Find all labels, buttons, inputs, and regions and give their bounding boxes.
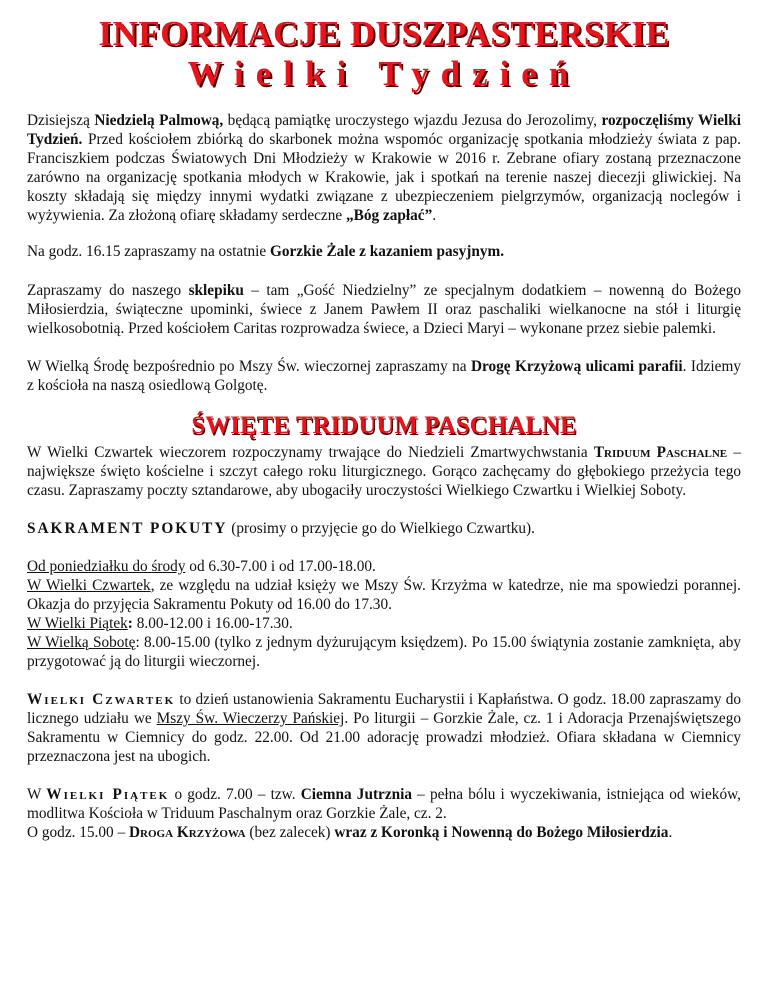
- good-friday-block: [27, 785, 741, 842]
- good-friday-paragraph: W Wielki Piątek o godz. 7.00 – tzw. Ciemna Jutrznia – pełna bólu i wyczekiwania, istniejąca od wieków, modlitwa Kościoła w Triduum Paschalnym oraz Gorzkie Żale, cz. 2.: [27, 786, 741, 822]
- confession-schedule: [27, 557, 741, 671]
- page-title: INFORMACJE DUSZPASTERSKIE: [98, 14, 670, 53]
- holy-thursday-paragraph: Wielki Czwartek to dzień ustanowienia Sakramentu Eucharystii i Kapłaństwa. O godz. 18.00 zapraszamy do licznego udziału we Mszy Św. Wieczerzy Pańskiej. Po liturgii – Gorzkie Żale, cz. 1 i Adoracja Przenajświętszego Sakramentu w Ciemnicy do godz. 22.00. Od 21.00 adorację prowadzi młodzież. Ofiara składana w Ciemnicy przeznaczona jest na ubogich.: [27, 691, 742, 765]
- confession-weekdays: Od poniedziałku do środy od 6.30-7.00 i od 17.00-18.00.: [27, 558, 376, 575]
- page-subtitle: Wielki Tydzień: [187, 54, 581, 93]
- good-friday-afternoon: O godz. 15.00 – Droga Krzyżowa (bez zalecek) wraz z Koronką i Nowenną do Bożego Miłosierdzia.: [27, 824, 673, 841]
- confession-heading: SAKRAMENT POKUTY: [27, 520, 228, 537]
- triduum-heading: ŚWIĘTE TRIDUUM PASCHALNE: [191, 412, 577, 439]
- confession-heading-line: SAKRAMENT POKUTY (prosimy o przyjęcie go do Wielkiego Czwartku).: [27, 520, 535, 537]
- confession-thursday: W Wielki Czwartek, ze względu na udział księży we Mszy Św. Krzyżma w katedrze, nie ma spowiedzi porannej. Okazja do przyjęcia Sakramentu Pokuty od 16.00 do 17.30.: [27, 577, 741, 613]
- way-of-cross-paragraph: W Wielką Środę bezpośrednio po Mszy Św. wieczornej zapraszamy na Drogę Krzyżową ulicami parafii. Idziemy z kościoła na naszą osiedlową Golgotę.: [27, 358, 741, 394]
- gorzkie-zale-paragraph: Na godz. 16.15 zapraszamy na ostatnie Gorzkie Żale z kazaniem pasyjnym.: [27, 243, 505, 260]
- confession-friday: W Wielki Piątek: 8.00-12.00 i 16.00-17.30.: [27, 615, 293, 632]
- shop-paragraph: Zapraszamy do naszego sklepiku – tam „Gość Niedzielny” ze specjalnym dodatkiem – nowenną do Bożego Miłosierdzia, świąteczne upominki, świece z Janem Pawłem II oraz paschaliki wielkanocne na stół i liturgię wielkosobotnią. Przed kościołem Caritas rozprowadza świece, a Dzieci Maryi – wykonane przez siebie palemki.: [27, 282, 741, 337]
- palm-sunday-paragraph: Dzisiejszą Niedzielą Palmową, będącą pamiątkę uroczystego wjazdu Jezusa do Jerozolimy, rozpoczęliśmy Wielki Tydzień. Przed kościołem zbiórką do skarbonek można wspomóc organizację spotkania młodzieży świata z pap. Franciszkiem podczas Światowych Dni Młodzieży w Krakowie w 2016 r. Zebrane ofiary zostaną przeznaczone zarówno na organizację spotkania młodych w Krakowie, jak i spotkań na terenie naszej diecezji gliwickiej. Na koszty składają się między innymi wydatki związane z ubezpieczeniem pielgrzymów, organizacją noclegów i wyżywienia. Za złożoną ofiarę składamy serdeczne „Bóg zapłać”.: [27, 112, 741, 224]
- triduum-paragraph: W Wielki Czwartek wieczorem rozpoczynamy trwające do Niedzieli Zmartwychwstania Triduum Paschalne – największe święto kościelne i szczyt całego roku liturgicznego. Gorąco zachęcamy do głębokiego przeżycia tego czasu. Zapraszamy poczty sztandarowe, aby ubogaciły uroczystości Wielkiego Czwartku i Wielkiej Soboty.: [27, 444, 741, 499]
- confession-saturday: W Wielką Sobotę: 8.00-15.00 (tylko z jednym dyżurującym księdzem). Po 15.00 świątynia zostanie zamknięta, aby przygotować ją do liturgii wieczornej.: [27, 634, 741, 670]
